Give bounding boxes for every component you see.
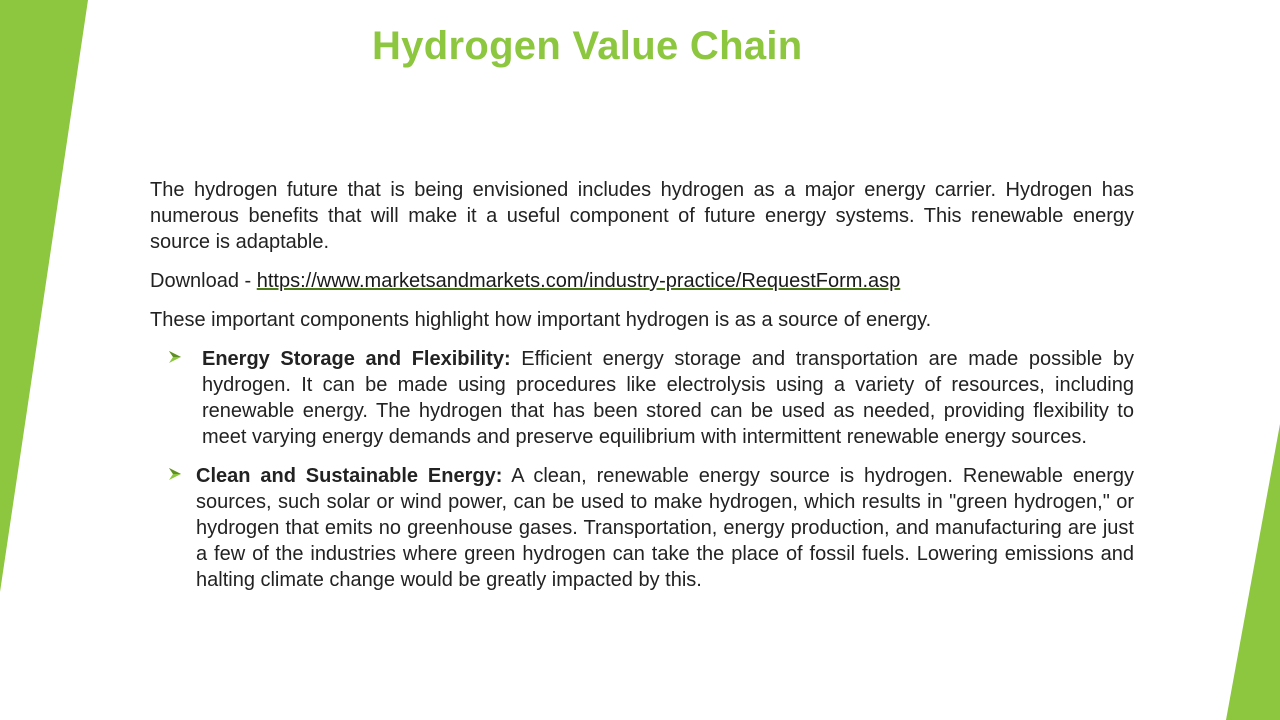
- bullet-heading: Energy Storage and Flexibility:: [202, 348, 511, 370]
- bullet-energy-storage: [150, 346, 1134, 450]
- right-green-stripe: [1220, 0, 1280, 720]
- download-label: Download -: [150, 270, 257, 292]
- bullet-heading: Clean and Sustainable Energy:: [196, 465, 503, 487]
- arrowhead-bullet-icon: [168, 349, 182, 365]
- slide-title: Hydrogen Value Chain: [372, 24, 803, 68]
- slide-body: [150, 177, 1134, 606]
- lead-in-paragraph: These important components highlight how important hydrogen is as a source of energy.: [150, 309, 932, 331]
- bullet-text: Efficient energy storage and transportation are made possible by hydrogen. It can be made using procedures like electrolysis using a variety of resources, including renewable energy. The hydrogen that has been stored can be used as needed, providing flexibility to meet varying energy demands and preserve equilibrium with intermittent renewable energy sources.: [202, 348, 1134, 448]
- arrowhead-bullet-icon: [168, 466, 182, 482]
- download-link[interactable]: https://www.marketsandmarkets.com/industry-practice/RequestForm.asp: [256, 270, 901, 292]
- download-line: [150, 268, 1134, 294]
- bullet-clean-energy: [150, 463, 1134, 593]
- bullet-text: A clean, renewable energy source is hydrogen. Renewable energy sources, such solar or wind power, can be used to make hydrogen, which results in "green hydrogen," or hydrogen that emits no greenhouse gases. Transportation, energy production, and manufacturing are just a few of the industries where green hydrogen can take the place of fossil fuels. Lowering emissions and halting climate change would be greatly impacted by this.: [196, 465, 1134, 591]
- left-green-stripe: [0, 0, 90, 720]
- intro-paragraph: The hydrogen future that is being envisioned includes hydrogen as a major energy carrier. Hydrogen has numerous benefits that will make it a useful component of future energy systems. This renewable energy source is adaptable.: [150, 179, 1134, 253]
